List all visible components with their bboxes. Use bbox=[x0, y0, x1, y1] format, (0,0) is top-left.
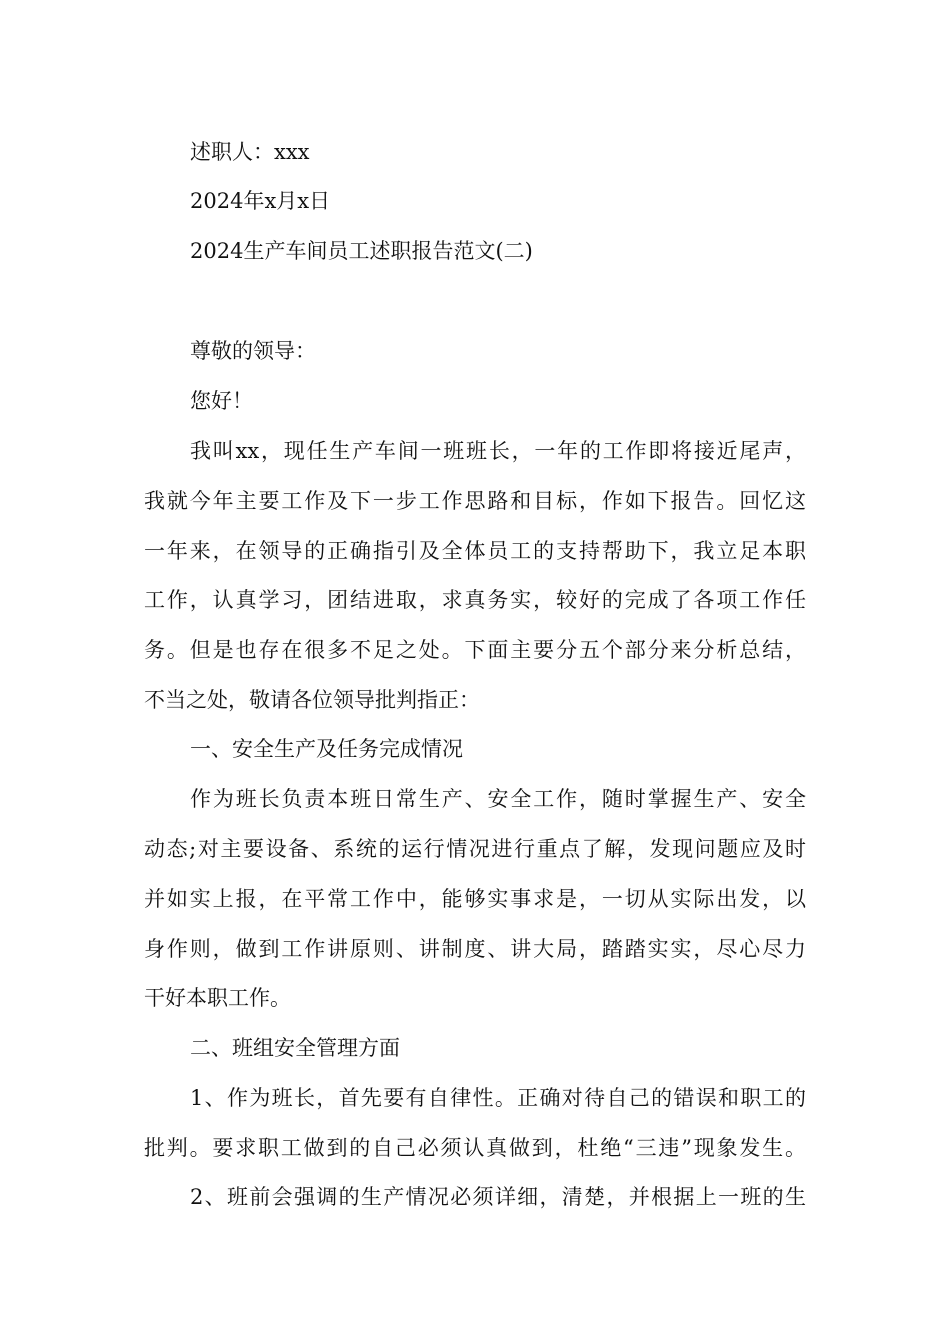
paragraph-line: 一年来，在领导的正确指引及全体员工的支持帮助下，我立足本职 bbox=[144, 539, 806, 563]
paragraph-line: 工作，认真学习，团结进取，求真务实，较好的完成了各项工作任 bbox=[144, 588, 806, 612]
paragraph-line: 我就今年主要工作及下一步工作思路和目标，作如下报告。回忆这 bbox=[144, 489, 806, 513]
paragraph-line: 务。但是也存在很多不足之处。下面主要分五个部分来分析总结， bbox=[144, 638, 806, 662]
paragraph-line: 2、班前会强调的生产情况必须详细，清楚，并根据上一班的生 bbox=[190, 1185, 806, 1209]
paragraph-line: 批判。要求职工做到的自己必须认真做到，杜绝“三违”现象发生。 bbox=[144, 1136, 806, 1160]
section-heading: 一、安全生产及任务完成情况 bbox=[190, 737, 463, 761]
reporter-line: 述职人：xxx bbox=[190, 140, 310, 164]
date-line: 2024年x月x日 bbox=[190, 189, 331, 213]
paragraph-line: 不当之处，敬请各位领导批判指正： bbox=[144, 688, 480, 712]
greeting: 您好！ bbox=[190, 389, 253, 413]
paragraph-line: 作为班长负责本班日常生产、安全工作，随时掌握生产、安全 bbox=[190, 787, 806, 811]
paragraph-line: 身作则，做到工作讲原则、讲制度、讲大局，踏踏实实，尽心尽力 bbox=[144, 937, 806, 961]
paragraph-line: 我叫xx，现任生产车间一班班长，一年的工作即将接近尾声， bbox=[190, 439, 806, 463]
paragraph-line: 1、作为班长，首先要有自律性。正确对待自己的错误和职工的 bbox=[190, 1086, 806, 1110]
paragraph-line: 动态;对主要设备、系统的运行情况进行重点了解，发现问题应及时 bbox=[144, 837, 806, 861]
document-title: 2024生产车间员工述职报告范文(二) bbox=[190, 239, 533, 263]
paragraph-line: 干好本职工作。 bbox=[144, 986, 291, 1010]
salutation: 尊敬的领导： bbox=[190, 339, 316, 363]
paragraph-line: 并如实上报，在平常工作中，能够实事求是，一切从实际出发，以 bbox=[144, 887, 806, 911]
section-heading: 二、班组安全管理方面 bbox=[190, 1036, 400, 1060]
